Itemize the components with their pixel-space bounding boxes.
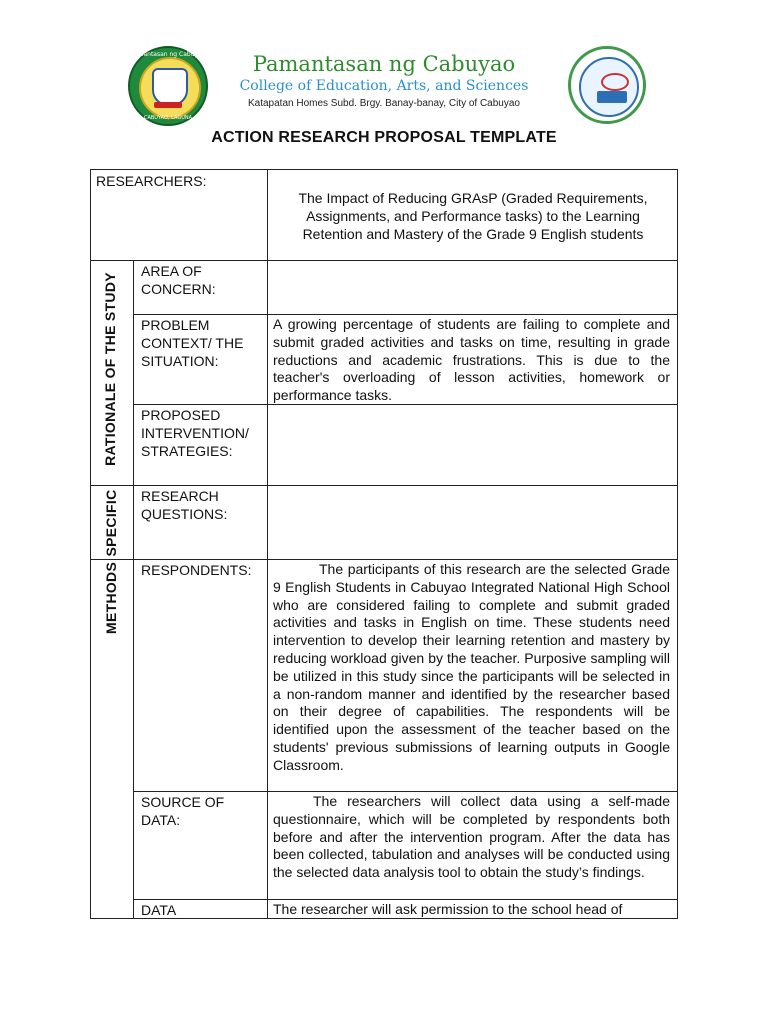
- seal-top-text: Pamantasan ng Cabuyao: [130, 51, 206, 58]
- area-of-concern-label: AREA OF CONCERN:: [141, 263, 216, 297]
- section-rationale: RATIONALE OF THE STUDY: [102, 272, 118, 466]
- problem-context-value: A growing percentage of students are failing to complete and submit graded activities and tasks on time, resulting in grade reductions and academic frustrations. This is due to the teacher's overloading of lesson activities, homework or performance tasks.: [273, 316, 670, 404]
- seal-bottom-text: CABUYAO, LAGUNA: [143, 115, 193, 121]
- column-divider-main: [267, 169, 268, 919]
- row-divider-researchers: [90, 260, 678, 261]
- source-of-data-value: The researchers will collect data using a self-made questionnaire, which will be completed by respondents both before and after the intervention program. After the data has been collected, tabulation and analyses will be conducted using the selected data analysis tool to obtain the study’s findings.: [273, 793, 670, 881]
- column-divider-section: [133, 260, 134, 919]
- row-divider-intervention: [90, 485, 678, 486]
- study-title: The Impact of Reducing GRAsP (Graded Requirements, Assignments, and Performance tasks) to the Learning Retention and Mastery of the Grade 9 English students: [298, 190, 648, 242]
- section-specific: SPECIFIC: [103, 489, 119, 557]
- table-border-left: [90, 169, 91, 919]
- respondents-value: The participants of this research are the selected Grade 9 English Students in Cabuyao Integrated National High School who are considered failing to complete and submit graded activities and tasks in English on time. These students need intervention to develop their learning retention and mastery by reducing workload given by the teacher. Purposive sampling will be utilized in this study since the participants will be selected in a non-random manner and identified by the researcher based on their degree of capabilities. The respondents will be identified upon the assessment of the teacher based on the students' previous submissions of learning outputs in Google Classroom.: [273, 561, 670, 773]
- document-title: ACTION RESEARCH PROPOSAL TEMPLATE: [211, 129, 557, 146]
- respondents-label: RESPONDENTS:: [141, 562, 252, 578]
- source-of-data-label: SOURCE OF DATA:: [141, 794, 225, 828]
- table-border-top: [90, 169, 678, 170]
- address-line: Katapatan Homes Subd. Brgy. Banay-banay, City of Cabuyao: [247, 98, 520, 109]
- row-divider-respondents: [133, 791, 678, 792]
- row-divider-area: [133, 314, 678, 315]
- data-label: DATA: [141, 902, 177, 918]
- college-name: College of Education, Arts, and Sciences: [239, 78, 529, 94]
- problem-context-label: PROBLEM CONTEXT/ THE SITUATION:: [141, 317, 244, 369]
- row-divider-source: [133, 899, 678, 900]
- table-border-bottom: [90, 918, 678, 919]
- section-methods: METHODS: [103, 561, 119, 634]
- row-divider-questions: [90, 559, 678, 560]
- university-name: Pamantasan ng Cabuyao: [252, 52, 516, 76]
- table-border-right: [677, 169, 678, 919]
- data-value: The researcher will ask permission to the school head of: [273, 901, 623, 917]
- research-questions-label: RESEARCH QUESTIONS:: [141, 488, 228, 522]
- intervention-label: PROPOSED INTERVENTION/ STRATEGIES:: [141, 407, 249, 459]
- researchers-label: RESEARCHERS:: [96, 173, 207, 189]
